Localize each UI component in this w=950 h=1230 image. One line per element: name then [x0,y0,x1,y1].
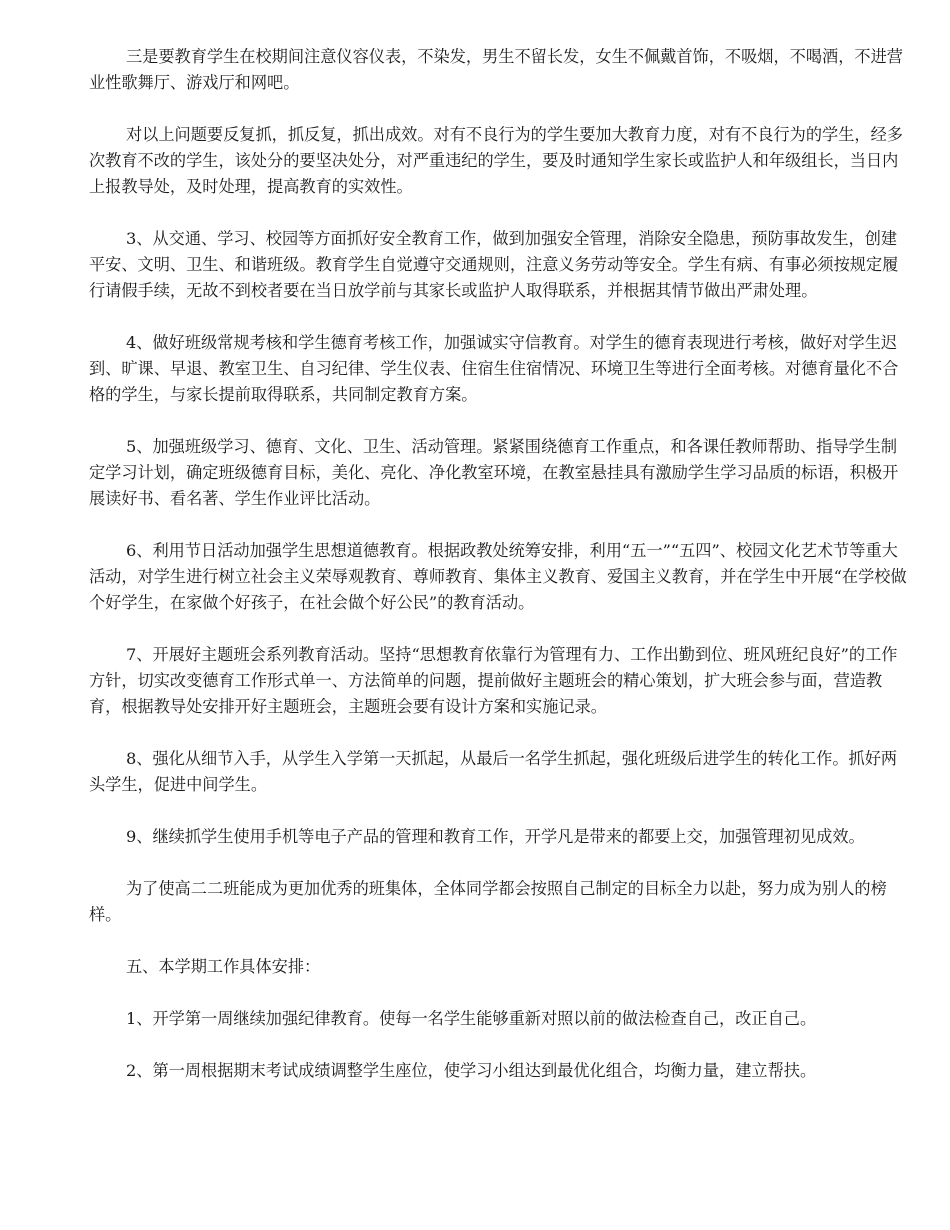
schedule-item-1: 1、开学第一周继续加强纪律教育。使每一名学生能够重新对照以前的做法检查自己，改正自己。 [126,1009,817,1028]
document-body [89,44,911,1110]
section-heading-semester-schedule: 五、本学期工作具体安排： [126,957,321,976]
paragraph-item-6-holiday-activities: 6、利用节日活动加强学生思想道德教育。根据政教处统筹安排，利用“五一”“五四”、校园文化艺术节等重大活动，对学生进行树立社会主义荣辱观教育、尊师教育、集体主义教育、爱国主义教育，并在学生中开展“在学校做个好学生，在家做个好孩子，在社会做个好公民”的教育活动。 [89,541,907,612]
paragraph-item-3-safety: 3、从交通、学习、校园等方面抓好安全教育工作，做到加强安全管理，消除安全隐患，预防事故发生，创建平安、文明、卫生、和谐班级。教育学生自觉遵守交通规则，注意义务劳动等安全。学生有病、有事必须按规定履行请假手续，无故不到校者要在当日放学前与其家长或监护人取得联系，并根据其情节做出严肃处理。 [89,229,899,300]
paragraph-appearance-rules: 三是要教育学生在校期间注意仪容仪表，不染发，男生不留长发，女生不佩戴首饰，不吸烟，不喝酒，不进营业性歌舞厅、游戏厅和网吧。 [89,47,903,92]
paragraph-item-7-class-meetings: 7、开展好主题班会系列教育活动。坚持“思想教育依靠行为管理有力、工作出勤到位、班风班纪良好”的工作方针，切实改变德育工作形式单一、方法简单的问题，提前做好主题班会的精心策划，扩大班会参与面，营造教育，根据教导处安排开好主题班会，主题班会要有设计方案和实施记录。 [89,645,898,716]
paragraph-item-8-details: 8、强化从细节入手，从学生入学第一天抓起，从最后一名学生抓起，强化班级后进学生的转化工作。抓好两头学生，促进中间学生。 [89,749,898,794]
paragraph-item-5-management: 5、加强班级学习、德育、文化、卫生、活动管理。紧紧围绕德育工作重点，和各课任教师帮助、指导学生制定学习计划，确定班级德育目标，美化、亮化、净化教室环境，在教室悬挂具有激励学生学习品质的标语，积极开展读好书、看名著、学生作业评比活动。 [89,437,899,508]
paragraph-item-4-assessment: 4、做好班级常规考核和学生德育考核工作，加强诚实守信教育。对学生的德育表现进行考核，做好对学生迟到、旷课、早退、教室卫生、自习纪律、学生仪表、住宿生住宿情况、环境卫生等进行全面考核。对德育量化不合格的学生，与家长提前取得联系，共同制定教育方案。 [89,333,899,404]
paragraph-repeated-enforcement: 对以上问题要反复抓，抓反复，抓出成效。对有不良行为的学生要加大教育力度，对有不良行为的学生，经多次教育不改的学生，该处分的要坚决处分，对严重违纪的学生，要及时通知学生家长或监护人和年级组长，当日内上报教导处，及时处理，提高教育的实效性。 [89,125,903,196]
schedule-item-2: 2、第一周根据期末考试成绩调整学生座位，使学习小组达到最优化组合，均衡力量，建立帮扶。 [126,1061,817,1080]
paragraph-item-9-phones: 9、继续抓学生使用手机等电子产品的管理和教育工作，开学凡是带来的都要上交，加强管理初见成效。 [126,827,865,846]
paragraph-class-goal: 为了使高二二班能成为更加优秀的班集体，全体同学都会按照自己制定的目标全力以赴，努力成为别人的榜样。 [89,879,887,924]
